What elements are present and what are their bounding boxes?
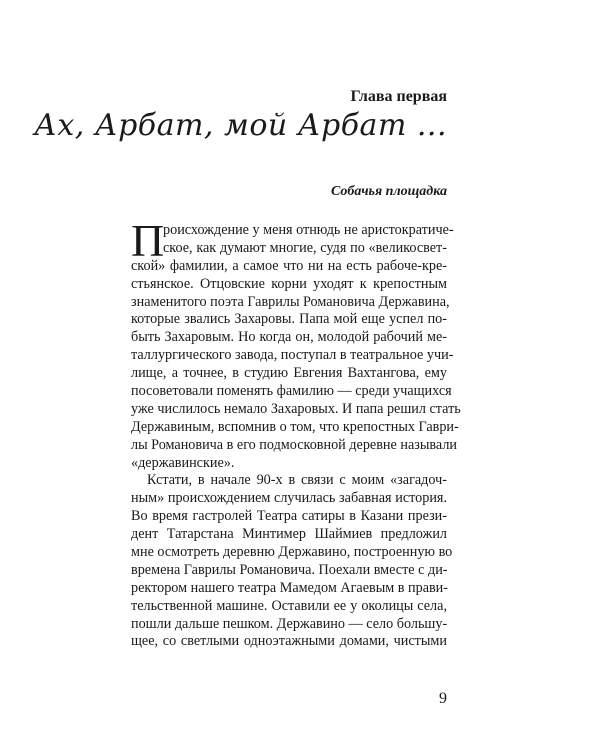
text-line: лы Романовича в его подмосковной деревне называли [131, 436, 457, 453]
chapter-label: Глава первая [350, 88, 447, 105]
text-line: таллургического завода, поступал в театральное учи- [131, 347, 454, 364]
text-line: которые звались Захаровы. Папа мой еще успел по- [131, 311, 447, 328]
text-line: лище, а точнее, в студию Евгения Вахтангова, ему [131, 365, 447, 382]
section-title: Собачья площадка [330, 184, 447, 199]
text-line: времена Гаврилы Романовича. Поехали вместе с ди- [131, 561, 448, 578]
body-text [131, 215, 461, 651]
text-line: ным» происхождением случилась забавная история. [131, 490, 447, 507]
text-line: ректором нашего театра Мамедом Агаевым в прави- [131, 579, 449, 596]
text-line: Державиным, вспомнив о том, что крепостных Гаври- [131, 418, 459, 435]
text-line: щее, со светлыми одноэтажными домами, чистыми [131, 633, 447, 650]
text-line: дент Татарстана Минтимер Шаймиев предложил [131, 526, 447, 543]
text-line: роисхождение у меня отнюдь не аристократиче- [163, 222, 454, 238]
text-line: стьянское. Отцовские корни уходят к крепостным [131, 275, 447, 292]
page-number: 9 [439, 690, 447, 707]
text-line: ское, как думают многие, судя по «великосвет- [163, 239, 447, 256]
text-line: пошли дальше пешком. Державино — село большу- [131, 615, 448, 632]
text-line: уже числилось немало Захаровых. И папа решил стать [131, 400, 461, 417]
chapter-title: Ах, Арбат, мой Арбат ... [34, 108, 447, 143]
text-line: ской» фамилии, а самое что ни на есть рабоче-кре- [131, 257, 447, 274]
text-line: знаменитого поэта Гаврилы Романовича Державина, [131, 293, 450, 310]
text-line: тельственной машине. Оставили ее у околицы села, [131, 597, 447, 614]
text-line: Кстати, в начале 90-х в связи с моим «загадоч- [147, 472, 447, 489]
text-line: мне осмотреть деревню Державино, построенную во [131, 544, 453, 561]
drop-cap: П [131, 215, 165, 266]
text-line: посоветовали поменять фамилию — среди учащихся [131, 383, 452, 400]
text-line: Во время гастролей Театра сатиры в Казани прези- [131, 508, 447, 525]
text-line: быть Захаровым. Но когда он, молодой рабочий ме- [131, 329, 447, 346]
text-line: «державинские». [131, 454, 235, 471]
